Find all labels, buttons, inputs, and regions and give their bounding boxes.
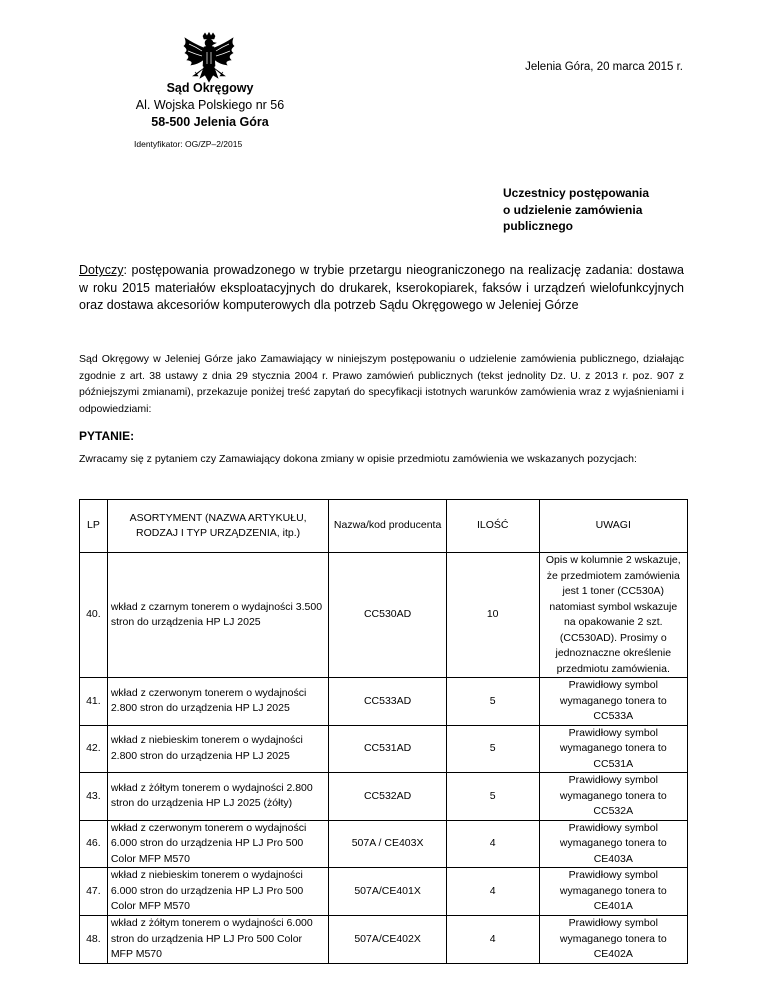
cell-asortyment: wkład z niebieskim tonerem o wydajności 6.000 stron do urządzenia HP LJ Pro 500 Color MFP M570 [107, 868, 329, 916]
recipient-line: publicznego [503, 219, 573, 233]
cell-lp: 41. [80, 678, 108, 726]
cell-uwagi: Prawidłowy symbol wymaganego tonera to CE402A [539, 916, 687, 964]
cell-lp: 48. [80, 916, 108, 964]
case-identifier: Identyfikator: OG/ZP–2/2015 [134, 139, 243, 149]
cell-kod: CC533AD [329, 678, 446, 726]
cell-asortyment: wkład z czerwonym tonerem o wydajności 6.000 stron do urządzenia HP LJ Pro 500 Color MFP M570 [107, 820, 329, 868]
cell-asortyment: wkład z niebieskim tonerem o wydajności 2.800 stron do urządzenia HP LJ 2025 [107, 725, 329, 773]
question-heading: PYTANIE: [79, 429, 135, 443]
court-city: 58-500 Jelenia Góra [151, 115, 269, 129]
document-date: Jelenia Góra, 20 marca 2015 r. [525, 61, 683, 73]
table-row [80, 868, 688, 916]
specification-table [79, 499, 688, 964]
cell-uwagi: Prawidłowy symbol wymaganego tonera to CE403A [539, 820, 687, 868]
cell-ilosc: 5 [446, 678, 539, 726]
cell-uwagi: Prawidłowy symbol wymaganego tonera to CC532A [539, 773, 687, 821]
cell-ilosc: 4 [446, 868, 539, 916]
cell-uwagi: Prawidłowy symbol wymaganego tonera to CE401A [539, 868, 687, 916]
table-row [80, 820, 688, 868]
header-ilosc: ILOŚĆ [446, 500, 539, 553]
subject-label: Dotyczy [79, 263, 124, 277]
table-header-row [80, 500, 688, 553]
cell-lp: 46. [80, 820, 108, 868]
cell-ilosc: 10 [446, 553, 539, 678]
recipient-line: Uczestnicy postępowania [503, 186, 650, 200]
subject-paragraph [79, 262, 684, 315]
recipient-line: o udzielenie zamówienia [503, 202, 643, 217]
cell-kod: CC532AD [329, 773, 446, 821]
cell-kod: CC531AD [329, 725, 446, 773]
cell-uwagi: Prawidłowy symbol wymaganego tonera to CC533A [539, 678, 687, 726]
header-uwagi: UWAGI [539, 500, 687, 553]
cell-ilosc: 4 [446, 916, 539, 964]
cell-asortyment: wkład z czarnym tonerem o wydajności 3.500 stron do urządzenia HP LJ 2025 [107, 553, 329, 678]
table-row [80, 773, 688, 821]
cell-ilosc: 5 [446, 725, 539, 773]
cell-lp: 43. [80, 773, 108, 821]
table-row [80, 553, 688, 678]
court-name: Sąd Okręgowy [166, 81, 254, 95]
cell-uwagi: Opis w kolumnie 2 wskazuje, że przedmiotem zamówienia jest 1 toner (CC530A) natomiast symbol wskazuje na opakowanie 2 szt. (CC530AD). Prosimy o jednoznaczne określenie przedmiotu zamówienia. [539, 553, 687, 678]
cell-lp: 47. [80, 868, 108, 916]
cell-asortyment: wkład z czerwonym tonerem o wydajności 2.800 stron do urządzenia HP LJ 2025 [107, 678, 329, 726]
recipient-block [503, 185, 649, 235]
subject-text: : postępowania prowadzonego w trybie przetargu nieograniczonego na realizację zadania: dostawa w roku 2015 materiałów eksploatacyjnych do drukarek, kserokopiarek, faksów i urządzeń wielofunkcyjnych oraz dostawa akcesoriów komputerowych dla potrzeb Sądu Okręgowego w Jeleniej Górze [79, 263, 684, 312]
table-row [80, 725, 688, 773]
cell-lp: 42. [80, 725, 108, 773]
cell-asortyment: wkład z żółtym tonerem o wydajności 6.000 stron do urządzenia HP LJ Pro 500 Color MFP M570 [107, 916, 329, 964]
cell-kod: 507A/CE401X [329, 868, 446, 916]
question-text: Zwracamy się z pytaniem czy Zamawiający dokona zmiany w opisie przedmiotu zamówienia we wskazanych pozycjach: [79, 453, 637, 465]
header-lp: LP [80, 500, 108, 553]
cell-uwagi: Prawidłowy symbol wymaganego tonera to CC531A [539, 725, 687, 773]
cell-lp: 40. [80, 553, 108, 678]
table-row [80, 916, 688, 964]
header-asortyment: ASORTYMENT (NAZWA ARTYKUŁU, RODZAJ I TYP URZĄDZENIA, itp.) [107, 500, 329, 553]
intro-paragraph: Sąd Okręgowy w Jeleniej Górze jako Zamawiający w niniejszym postępowaniu o udzielenie zamówienia publicznego, działając zgodnie z art. 38 ustawy z dnia 29 stycznia 2004 r. Prawo zamówień publicznych (tekst jednolity Dz. U. z 2013 r. poz. 907 z późniejszymi zmianami), przekazuje poniżej treść zapytań do specyfikacji istotnych warunków zamówienia wraz z wyjaśnieniami i odpowiedziami: [79, 353, 684, 415]
cell-kod: 507A / CE403X [329, 820, 446, 868]
cell-asortyment: wkład z żółtym tonerem o wydajności 2.800 stron do urządzenia HP LJ 2025 (żółty) [107, 773, 329, 821]
cell-kod: 507A/CE402X [329, 916, 446, 964]
table-row [80, 678, 688, 726]
court-street: Al. Wojska Polskiego nr 56 [135, 98, 285, 112]
cell-ilosc: 4 [446, 820, 539, 868]
cell-kod: CC530AD [329, 553, 446, 678]
header-kod: Nazwa/kod producenta [329, 500, 446, 553]
cell-ilosc: 5 [446, 773, 539, 821]
